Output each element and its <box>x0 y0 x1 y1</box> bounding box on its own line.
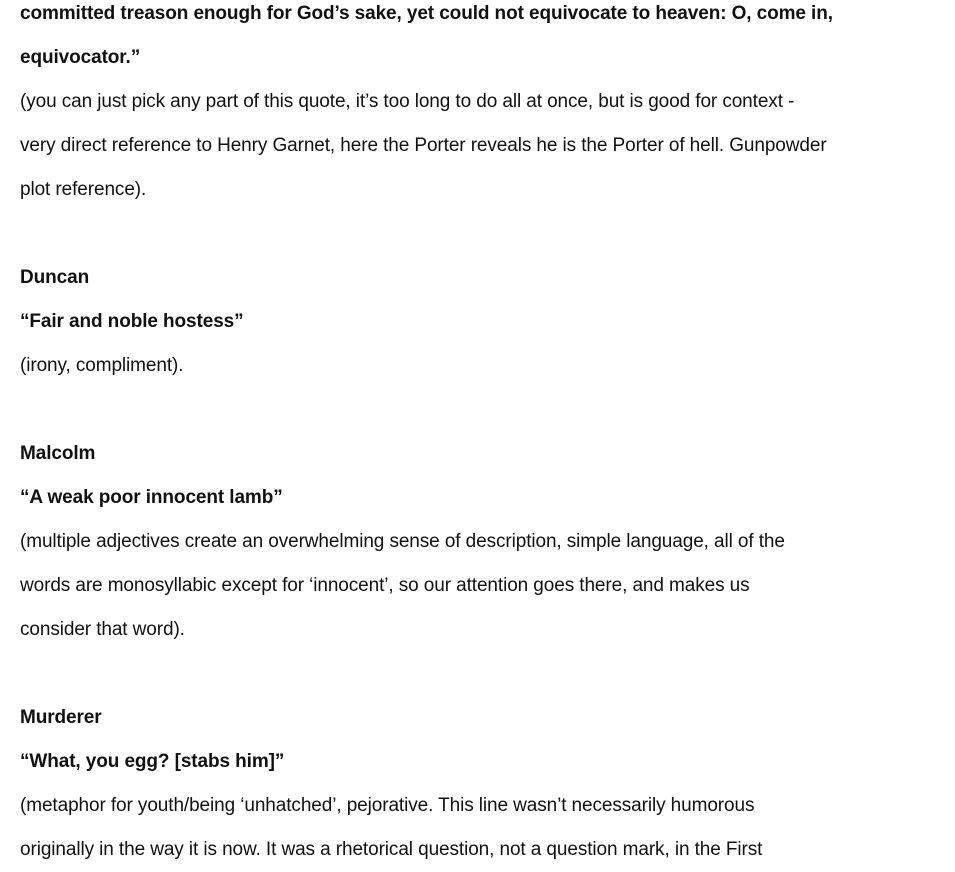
character-quote: “What, you egg? [stabs him]” <box>20 751 285 772</box>
quote-line: committed treason enough for God’s sake, yet could not equivocate to heaven: O, come in, <box>20 3 833 24</box>
note-line: words are monosyllabic except for ‘innocent’, so our attention goes there, and makes us <box>20 575 750 596</box>
note-line: plot reference). <box>20 179 147 200</box>
character-name: Duncan <box>20 267 90 288</box>
note-line: (metaphor for youth/being ‘unhatched’, pejorative. This line wasn’t necessarily humorous <box>20 795 755 816</box>
note-line: very direct reference to Henry Garnet, here the Porter reveals he is the Porter of hell. Gunpowder <box>20 135 827 156</box>
paragraph-spacer <box>20 212 955 256</box>
note-line: originally in the way it is now. It was a rhetorical question, not a question mark, in the First <box>20 839 763 860</box>
paragraph-spacer <box>20 652 955 696</box>
note-line: (irony, compliment). <box>20 355 184 376</box>
character-quote: “A weak poor innocent lamb” <box>20 487 283 508</box>
character-quote: “Fair and noble hostess” <box>20 311 244 332</box>
note-line: consider that word). <box>20 619 185 640</box>
character-name: Murderer <box>20 707 102 728</box>
note-line: (you can just pick any part of this quote, it’s too long to do all at once, but is good for context - <box>20 91 795 112</box>
paragraph-spacer <box>20 388 955 432</box>
note-line: (multiple adjectives create an overwhelming sense of description, simple language, all of the <box>20 531 785 552</box>
character-name: Malcolm <box>20 443 96 464</box>
document-page <box>20 0 955 872</box>
quote-line: equivocator.” <box>20 47 141 68</box>
